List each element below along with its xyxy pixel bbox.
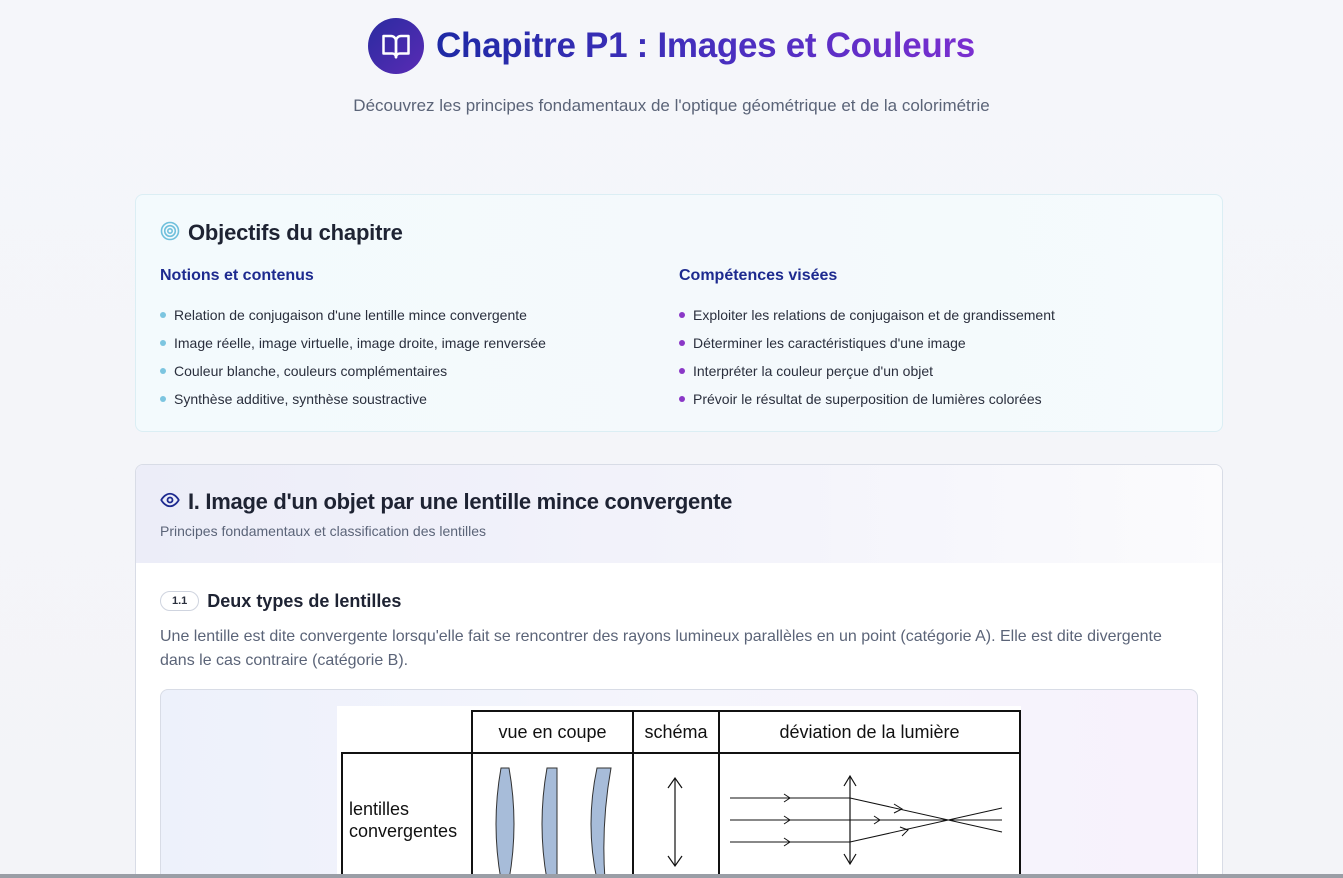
eye-icon <box>160 490 180 515</box>
page-subtitle: Découvrez les principes fondamentaux de l'optique géométrique et de la colorimétrie <box>353 96 990 115</box>
section-header <box>136 465 1222 563</box>
section-card <box>135 464 1223 878</box>
list-item: Interpréter la couleur perçue d'un objet <box>679 357 1198 385</box>
page-header <box>0 18 1343 120</box>
bullet <box>160 340 166 346</box>
converging-lens-symbol <box>634 754 716 878</box>
lens-table <box>341 710 1021 878</box>
list-item: Couleur blanche, couleurs complémentaires <box>160 357 679 385</box>
light-deviation-diagram <box>720 754 1017 878</box>
list-item: Relation de conjugaison d'une lentille mince convergente <box>160 301 679 329</box>
bullet <box>160 368 166 374</box>
subsection-number-badge: 1.1 <box>160 591 199 611</box>
list-item: Image réelle, image virtuelle, image droite, image renversée <box>160 329 679 357</box>
book-open-icon <box>368 18 424 74</box>
subsection-paragraph: Une lentille est dite convergente lorsqu'elle fait se rencontrer des rayons lumineux parallèles en un point (catégorie A). Elle est dite divergente dans le cas contraire (catégorie B). <box>160 628 1162 669</box>
title-row <box>0 18 1343 74</box>
list-item: Synthèse additive, synthèse soustractive <box>160 385 679 413</box>
light-deviation-cell <box>719 753 1020 878</box>
notions-title: Notions et contenus <box>160 267 314 284</box>
table-corner-cell <box>342 711 472 753</box>
page-title: Chapitre P1 : Images et Couleurs <box>436 26 975 65</box>
bullet <box>679 368 685 374</box>
bullet <box>679 396 685 402</box>
skills-column <box>679 267 1198 413</box>
horizontal-scrollbar[interactable] <box>0 874 1343 878</box>
bullet <box>160 396 166 402</box>
col-header-schema: schéma <box>633 711 719 753</box>
lens-schema-cell <box>633 753 719 878</box>
bullet <box>160 312 166 318</box>
objectives-title: Objectifs du chapitre <box>188 220 403 245</box>
row-label-convergentes: lentilles convergentes <box>342 753 472 878</box>
bullet <box>679 340 685 346</box>
bullet <box>679 312 685 318</box>
subsection-heading <box>160 589 1198 613</box>
subsection-title: Deux types de lentilles <box>207 590 402 611</box>
lens-cross-sections <box>473 754 630 878</box>
target-icon <box>160 221 180 246</box>
notions-column <box>160 267 679 413</box>
list-item: Déterminer les caractéristiques d'une image <box>679 329 1198 357</box>
col-header-vue: vue en coupe <box>472 711 633 753</box>
section-title: I. Image d'un objet par une lentille mince convergente <box>188 489 733 514</box>
lens-figure <box>160 689 1198 878</box>
lens-cross-sections-cell <box>472 753 633 878</box>
objectives-card <box>135 194 1223 432</box>
skills-title: Compétences visées <box>679 267 838 284</box>
lens-figure-image <box>337 706 1021 878</box>
objectives-heading <box>160 219 1198 247</box>
list-item: Exploiter les relations de conjugaison et de grandissement <box>679 301 1198 329</box>
list-item: Prévoir le résultat de superposition de lumières colorées <box>679 385 1198 413</box>
col-header-deviation: déviation de la lumière <box>719 711 1020 753</box>
section-subtitle: Principes fondamentaux et classification des lentilles <box>160 523 487 539</box>
